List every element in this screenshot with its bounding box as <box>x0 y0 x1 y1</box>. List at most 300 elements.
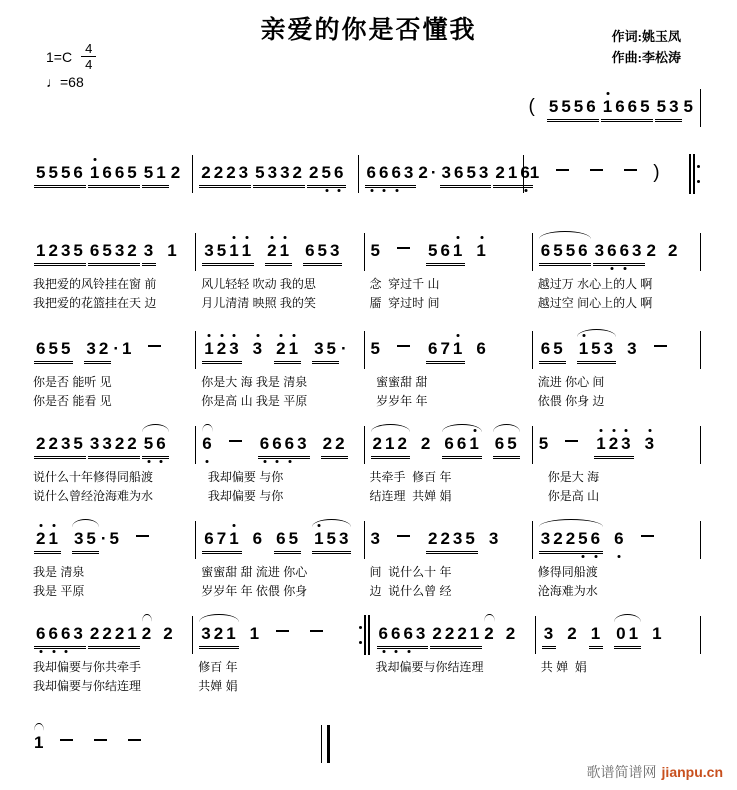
note: 1 <box>452 339 464 358</box>
note: 5 <box>60 339 72 358</box>
note: 1 <box>590 624 602 643</box>
site-url: jianpu.cn <box>661 764 723 780</box>
dash <box>148 345 161 347</box>
system-4 <box>28 328 701 409</box>
slur-arc <box>141 434 170 457</box>
lyrics-line: 我是 平原 <box>33 584 85 598</box>
note: 7 <box>440 339 451 358</box>
note: 2 <box>267 241 278 260</box>
note: 3 <box>229 339 240 358</box>
note: 6 <box>36 339 47 358</box>
note: 0 <box>616 624 627 643</box>
note: 2 <box>114 434 126 453</box>
note: 5 <box>326 339 337 358</box>
beamed-group <box>426 529 478 552</box>
slur-arc <box>576 339 617 362</box>
barline <box>700 89 701 127</box>
note: 2 <box>170 163 182 182</box>
beamed-group <box>34 241 86 264</box>
lyrics-line: 说什么十年修得同船渡 <box>33 470 154 484</box>
note: 2 <box>213 624 225 643</box>
measure <box>371 613 535 675</box>
note: 5 <box>73 241 84 260</box>
note: 3 <box>252 339 264 358</box>
note: 3 <box>280 163 291 182</box>
system-6 <box>28 518 701 599</box>
note: 1 <box>127 624 138 643</box>
note: 2 <box>322 434 334 453</box>
notes-row <box>33 328 190 371</box>
beamed-group <box>493 163 532 186</box>
measure <box>196 518 363 599</box>
note: 6 <box>60 624 72 643</box>
beamed-group <box>442 434 481 457</box>
repeat-end-sign <box>358 615 371 655</box>
beamed-group <box>430 624 482 647</box>
note: 2 <box>127 241 138 260</box>
lyrics-line: 依偎 你身 边 <box>537 394 605 408</box>
measure <box>533 423 700 504</box>
note: 1 <box>469 434 480 453</box>
note: 3 <box>603 339 615 358</box>
measure <box>536 613 700 675</box>
measure <box>28 152 192 195</box>
note: 2 <box>444 624 456 643</box>
note: 6 <box>102 163 113 182</box>
measure <box>28 518 195 599</box>
notes-row <box>370 328 527 371</box>
note: 3 <box>89 434 101 453</box>
beamed-group <box>426 241 465 264</box>
measure <box>28 613 192 694</box>
note: 2 <box>565 529 577 548</box>
note: 5 <box>548 97 560 116</box>
beamed-group <box>88 434 140 457</box>
note: 2 <box>397 434 408 453</box>
notes-row <box>370 230 527 273</box>
measure <box>359 152 531 195</box>
note: 6 <box>276 529 287 548</box>
note: 3 <box>73 529 85 548</box>
measure <box>28 423 195 504</box>
measure <box>196 423 363 504</box>
note: 1 <box>596 434 607 453</box>
slur-arc <box>538 241 592 264</box>
note: 1 <box>314 529 325 548</box>
beamed-group <box>303 241 342 264</box>
lyrics-line: 我把爱的花篮挂在天 边 <box>33 296 157 310</box>
beamed-group <box>88 241 140 264</box>
beamed-group <box>539 241 591 264</box>
note: 1 <box>578 339 590 358</box>
note: · <box>341 339 348 358</box>
note: 3 <box>297 434 308 453</box>
lyrics-line: 风儿轻轻 吹动 我的思 <box>201 277 316 291</box>
slur-arc <box>613 624 642 647</box>
beamed-group <box>593 241 645 264</box>
beamed-group <box>202 241 254 264</box>
note: 3 <box>540 529 552 548</box>
note: 3 <box>632 241 643 260</box>
beamed-group <box>202 339 241 362</box>
measure <box>533 230 700 311</box>
notes-row <box>201 328 358 371</box>
slur-arc <box>538 529 604 552</box>
note: 1 <box>229 241 240 260</box>
note: 2 <box>567 624 578 643</box>
lyrics-line: 流进 你心 间 <box>537 375 605 389</box>
note: 2 <box>335 434 346 453</box>
note: · <box>113 339 121 358</box>
note: 3 <box>621 434 632 453</box>
note: 2 <box>201 163 212 182</box>
notes-row <box>364 152 531 195</box>
notes-row <box>538 423 695 466</box>
system-1 <box>28 86 701 129</box>
lyrics-line: 修得同船渡 <box>537 565 598 579</box>
beamed-group <box>589 624 603 647</box>
lyrics-line: 蜜蜜甜 甜 <box>369 375 428 389</box>
note: 6 <box>36 624 47 643</box>
note: 1 <box>628 624 640 643</box>
note: 3 <box>143 241 155 260</box>
note: 6 <box>476 339 487 358</box>
note: 5 <box>48 163 59 182</box>
slur-arc <box>198 624 239 647</box>
note: 1 <box>167 241 178 260</box>
note: 2 <box>667 241 679 260</box>
note: 3 <box>238 163 250 182</box>
note: 5 <box>538 434 550 453</box>
note: 2 <box>114 624 126 643</box>
note: 3 <box>415 624 427 643</box>
notes-row <box>529 152 683 195</box>
note: 5 <box>507 434 518 453</box>
notes-row <box>370 518 527 561</box>
measure <box>196 328 363 409</box>
slur-arc <box>492 434 521 457</box>
lyrics-line: 你是大 海 我是 清泉 <box>201 375 308 389</box>
note: 2 <box>216 339 228 358</box>
note: 5 <box>561 97 572 116</box>
beamed-group <box>199 624 238 647</box>
note: 2 <box>420 434 432 453</box>
note: 6 <box>403 624 414 643</box>
lyrics-line: 我把爱的风铃挂在窗 前 <box>33 277 157 291</box>
note: 2 <box>163 624 174 643</box>
note: 1 <box>602 97 614 116</box>
note: 6 <box>89 241 101 260</box>
beamed-group <box>440 163 492 186</box>
beamed-group <box>142 434 169 457</box>
lyrics-line: 我是 清泉 <box>33 565 85 579</box>
note: 5 <box>591 339 602 358</box>
beamed-group <box>539 339 566 362</box>
beamed-group <box>321 434 348 457</box>
lyrics-line: 我却偏要 与你 <box>201 470 284 484</box>
barline <box>700 616 701 654</box>
measure <box>28 328 195 409</box>
system-8 <box>28 722 701 765</box>
note: 3 <box>478 163 490 182</box>
notes-row <box>201 423 358 466</box>
note: 6 <box>284 434 296 453</box>
notes-row <box>541 613 695 656</box>
slur-arc <box>141 624 153 644</box>
dash <box>397 247 410 249</box>
beamed-group <box>577 339 616 362</box>
note: 6 <box>444 434 455 453</box>
measure <box>28 722 321 765</box>
measure <box>193 613 357 694</box>
note: 6 <box>615 97 626 116</box>
note: 2 <box>102 624 113 643</box>
note: 2 <box>372 434 383 453</box>
notes-row <box>33 423 190 466</box>
barline <box>700 331 701 369</box>
note: 5 <box>370 339 381 358</box>
note: 2 <box>36 529 47 548</box>
note: 6 <box>520 163 531 182</box>
note: 2 <box>440 529 451 548</box>
note: 1 <box>476 241 487 260</box>
measure <box>365 328 532 409</box>
note: 5 <box>127 163 138 182</box>
measure <box>365 230 532 311</box>
note: 5 <box>573 97 585 116</box>
note: 2 <box>553 529 564 548</box>
note: 3 <box>627 339 638 358</box>
lyrics-line: 越过空 间心上的人 啊 <box>537 296 653 310</box>
note: 1 <box>529 163 541 182</box>
note: 5 <box>317 241 328 260</box>
dash <box>310 630 323 632</box>
note: 6 <box>305 241 316 260</box>
note: 2 <box>48 434 59 453</box>
note: 2 <box>141 624 153 643</box>
beamed-group <box>371 434 410 457</box>
note: 3 <box>403 163 415 182</box>
note: 3 <box>73 624 84 643</box>
lyrics-line: 我却偏要与你共牵手 <box>33 660 142 674</box>
beamed-group <box>594 434 633 457</box>
slur-arc <box>201 434 213 454</box>
note: 2 <box>276 339 287 358</box>
note: 6 <box>390 624 402 643</box>
note: 5 <box>255 163 266 182</box>
note: 5 <box>553 339 564 358</box>
lyrics-line: 月儿清清 映照 我的笑 <box>201 296 316 310</box>
note: 6 <box>540 339 552 358</box>
note: 2 <box>608 434 620 453</box>
beamed-group <box>365 163 417 186</box>
dash <box>397 345 410 347</box>
lyrics-line: 越过万 水心上的人 啊 <box>537 277 653 291</box>
beamed-group <box>84 339 111 362</box>
note: 5 <box>102 241 113 260</box>
note: 6 <box>427 339 439 358</box>
lyrics-line: 你是大 海 <box>537 470 600 484</box>
note: 2 <box>484 624 495 643</box>
note: 6 <box>494 434 506 453</box>
measure <box>193 152 357 195</box>
note: 2 <box>226 163 237 182</box>
lyrics-line: 间 说什么十 年 <box>369 565 452 579</box>
tempo-marking: ♩=68 <box>46 74 84 90</box>
beamed-group <box>142 241 156 264</box>
notes-row <box>528 86 695 129</box>
note: 1 <box>156 163 167 182</box>
lyrics-line: 岁岁年 年 依偎 你身 <box>201 584 308 598</box>
dash <box>94 739 107 741</box>
dash <box>556 169 569 171</box>
system-5 <box>28 423 701 504</box>
beamed-group <box>88 624 140 647</box>
beamed-group <box>34 624 86 647</box>
note: 5 <box>86 529 97 548</box>
note: 1 <box>469 624 481 643</box>
lyrics-line: 蜜蜜甜 甜 流进 你心 <box>201 565 308 579</box>
note: 5 <box>683 97 694 116</box>
lyrics-line: 你是高 山 我是 平原 <box>201 394 308 408</box>
meter-numerator: 4 <box>81 42 96 57</box>
lyrics-line: 岁岁年 年 <box>369 394 428 408</box>
note: 5 <box>326 529 337 548</box>
note: 3 <box>594 241 606 260</box>
note: 1 <box>249 624 261 643</box>
note: 2 <box>505 624 517 643</box>
note: 3 <box>669 97 680 116</box>
watermark <box>587 762 723 782</box>
measure <box>533 518 700 599</box>
note: ) <box>653 162 661 183</box>
beamed-group <box>253 163 305 186</box>
note: 6 <box>590 529 602 548</box>
notes-row <box>33 152 187 195</box>
note: 5 <box>60 163 72 182</box>
note: 5 <box>216 241 228 260</box>
composer-credit: 作曲:李松涛 <box>611 50 681 65</box>
note: 3 <box>330 241 341 260</box>
note: 2 <box>418 163 429 182</box>
notes-row <box>201 230 358 273</box>
note: 1 <box>36 241 47 260</box>
note: 5 <box>640 97 651 116</box>
note: 6 <box>73 163 84 182</box>
note: ( <box>528 96 536 117</box>
note: 5 <box>553 241 564 260</box>
dash <box>276 630 289 632</box>
note: 1 <box>279 241 291 260</box>
note: 3 <box>314 339 325 358</box>
final-barline <box>321 725 330 763</box>
note: 3 <box>60 434 72 453</box>
note: 6 <box>204 529 215 548</box>
beamed-group <box>539 529 603 552</box>
slur-arc <box>441 434 482 457</box>
lyrics-line: 说什么曾经沧海难为水 <box>33 489 154 503</box>
lyrics-line: 念 穿过千 山 <box>369 277 440 291</box>
note: 1 <box>507 163 519 182</box>
dash <box>128 739 141 741</box>
note: 3 <box>86 339 97 358</box>
note: · <box>100 529 108 548</box>
note: 3 <box>114 241 126 260</box>
note: 6 <box>272 434 283 453</box>
slur-arc <box>33 733 45 753</box>
notes-row <box>376 613 530 656</box>
note: 5 <box>427 241 439 260</box>
note: 6 <box>453 163 465 182</box>
site-name: 歌谱简谱网 <box>586 766 657 781</box>
beamed-group <box>493 434 520 457</box>
dash <box>624 169 637 171</box>
beamed-group <box>34 434 86 457</box>
note: 7 <box>216 529 228 548</box>
note: 1 <box>204 339 215 358</box>
repeat-begin-sign <box>688 154 701 194</box>
note: 3 <box>201 624 212 643</box>
note: 1 <box>34 733 45 752</box>
note: 5 <box>143 163 155 182</box>
slur-arc <box>483 624 495 644</box>
lyricist-credit: 作词:姚玉凤 <box>611 29 681 44</box>
system-2 <box>28 152 701 195</box>
note: 6 <box>156 434 167 453</box>
key-signature <box>46 42 96 71</box>
note: 2 <box>127 434 138 453</box>
barline <box>700 426 701 464</box>
time-signature <box>81 42 96 71</box>
note: 2 <box>48 241 59 260</box>
note: 6 <box>540 241 552 260</box>
note: 2 <box>89 624 101 643</box>
dash <box>641 535 654 537</box>
note: 2 <box>213 163 225 182</box>
lyrics-line: 你是高 山 <box>537 489 600 503</box>
note: 5 <box>466 163 477 182</box>
note: 3 <box>60 241 72 260</box>
dash <box>136 535 149 537</box>
notes-row <box>33 230 190 273</box>
beamed-group <box>312 339 339 362</box>
dash <box>60 739 73 741</box>
dash <box>397 535 410 537</box>
note: 1 <box>652 624 663 643</box>
lyrics-line: 共 婵 娟 <box>540 660 587 674</box>
beamed-group <box>265 241 292 264</box>
lyrics-line: 你是否 能听 见 <box>33 375 112 389</box>
measure <box>533 328 700 409</box>
barline <box>700 233 701 271</box>
note: 3 <box>441 163 452 182</box>
note: 3 <box>488 529 500 548</box>
beamed-group <box>72 529 99 552</box>
note: 5 <box>578 529 589 548</box>
lyrics-line: 共婵 娟 <box>198 679 238 693</box>
measure <box>365 423 532 504</box>
note: 6 <box>252 529 264 548</box>
notes-row <box>33 613 187 656</box>
slur-arc <box>370 434 411 457</box>
dash <box>229 440 242 442</box>
beamed-group <box>199 163 251 186</box>
note: 2 <box>432 624 443 643</box>
note: 5 <box>656 97 668 116</box>
notes-row <box>370 423 527 466</box>
beamed-group <box>34 339 73 362</box>
note: 3 <box>267 163 279 182</box>
